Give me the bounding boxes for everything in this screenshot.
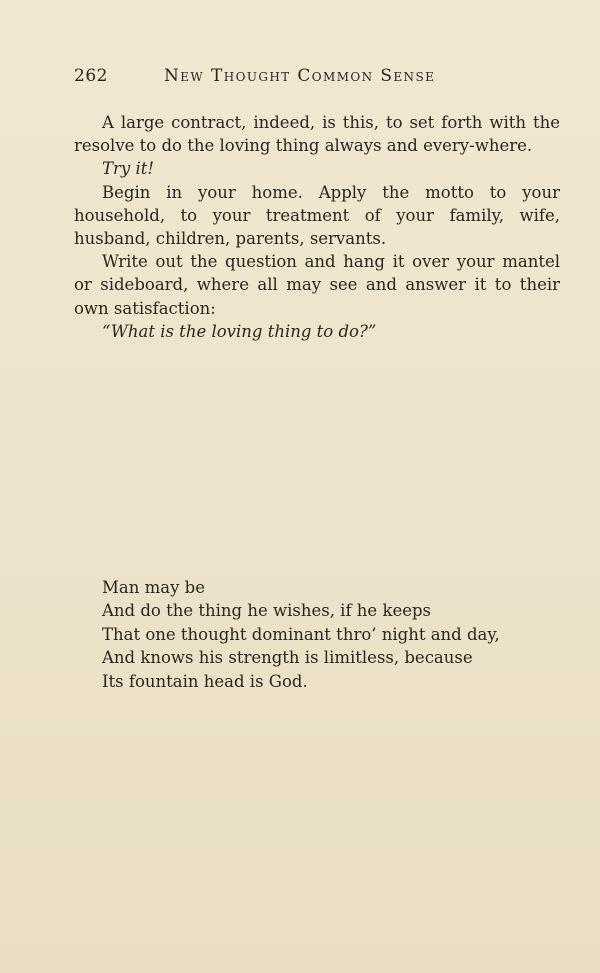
poem-line: Its fountain head is God.: [102, 671, 308, 691]
poem-line: And knows his strength is limitless, because: [102, 648, 473, 668]
poem-line: And do the thing he wishes, if he keeps: [102, 601, 432, 621]
running-title: New Thought Common Sense: [164, 66, 436, 86]
page-header: [74, 66, 534, 90]
paragraph-try-it: Try it!: [102, 159, 154, 179]
poem-line: Man may be: [102, 578, 205, 597]
paragraph-begin-home: Begin in your home. Apply the motto to your household, to your treatment of your family, wife, husband, children, parents, servants.: [74, 182, 560, 249]
paragraph-contract: A large contract, indeed, is this, to set forth with the resolve to do the loving thing always and every-where.: [74, 113, 560, 156]
page-number: 262: [74, 66, 108, 86]
body-text: [74, 111, 560, 343]
poem: [102, 576, 532, 693]
poem-line: That one thought dominant thro’ night and day,: [102, 624, 500, 644]
loving-thing-quote: “What is the loving thing to do?”: [102, 321, 377, 341]
paragraph-write-question: Write out the question and hang it over your mantel or sideboard, where all may see and answer it to their own satisfaction:: [74, 252, 560, 318]
